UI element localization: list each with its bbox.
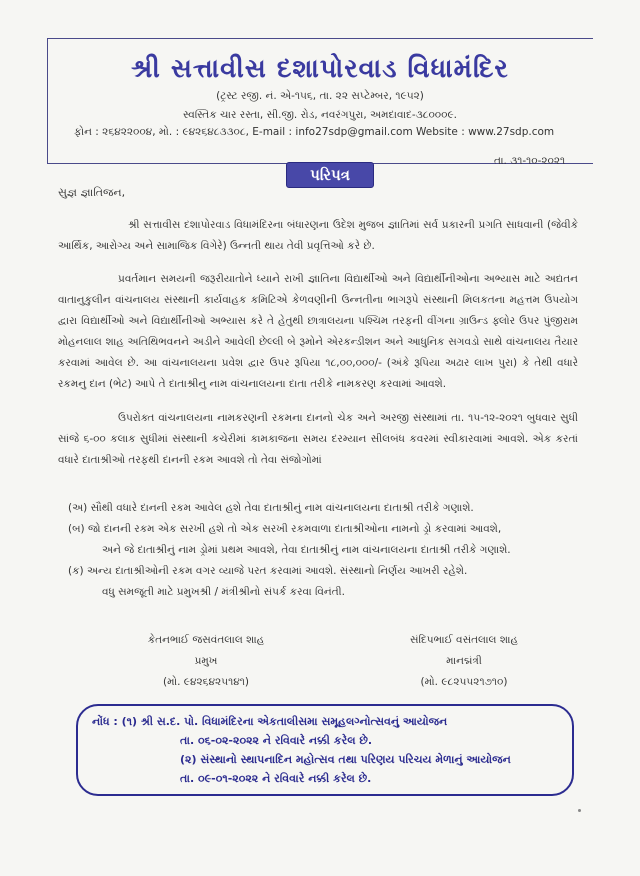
paragraph-3: ઉપરોક્ત વાંચનાલયના નામકરણની રકમના દાનનો ચેક અને અરજી સંસ્થામાં તા. ૧૫-૧૨-૨૦૨૧ બુધવાર સુધી સાંજે ૬-૦૦ કલાક સુધીમાં સંસ્થાની કચેરીમાં કામકાજના સમય દરમ્યાન સીલબંધ કવરમાં સ્વીકારવામાં આવશે. એક કરતાં વધારે દાતાશ્રીઓ તરફથી દાનની રકમ આવશે તો તેવા સંજોગોમાં [58, 412, 578, 466]
note-content [92, 712, 572, 788]
note-item-1 [92, 712, 572, 731]
rules-list [68, 498, 588, 603]
circular-date: તા. ૩૧-૧૦-૨૦૨૧ [494, 155, 566, 167]
rule-item: (ક) અન્ય દાતાશ્રીઓની રકમ વગર વ્યાજે પરત કરવામાં આવશે. સંસ્થાનો નિર્ણય આખરી રહેશે. [68, 565, 468, 577]
contact-line: ફોન : ૨૬૪૨૨૦૦૪, મો. : ૯૪૨૬૪૮૩૩૦૮, E-mail : info27sdp@gmail.com Website : www.27sdp.com [74, 126, 555, 138]
signatory-name: કેતનભાઈ જસવંતલાલ શાહ [147, 634, 265, 646]
signatory-role: માનદ્મંત્રી [446, 655, 482, 667]
rule-item-continued [68, 540, 588, 561]
contact-request-text: વધુ સમજૂતી માટે પ્રમુખશ્રી / મંત્રીશ્રીનો સંપર્ક કરવા વિનંતી. [102, 586, 346, 598]
school-name: શ્રી સત્તાવીસ દશાપોરવાડ વિધામંદિર [131, 54, 509, 84]
note-item-2-line-2: તા. ૦૯-૦૧-૨૦૨૨ ને રવિવારે નક્કી કરેલ છે. [180, 772, 372, 785]
address-line: સ્વસ્તિક ચાર રસ્તા, સી.જી. રોડ, નવરંગપુરા, અમદાવાદ-૩૮૦૦૦૯. [183, 109, 457, 121]
rule-item: (બ) જો દાનની રકમ એક સરખી હશે તો એક સરખી રકમવાળા દાતાશ્રીઓના નામનો ડ્રો કરવામાં આવશે, [68, 523, 502, 535]
scan-speck [578, 809, 581, 812]
signatory-role: પ્રમુખ [194, 655, 218, 667]
note-item-1-line-2: તા. ૦૬-૦૨-૨૦૨૨ ને રવિવારે નક્કી કરેલ છે. [180, 734, 373, 747]
rule-item-continued [68, 582, 588, 603]
signatory-mobile: (મો. ૯૮૨૫૫૨૧૭૧૦) [420, 676, 508, 688]
rule-continuation-text: અને જે દાતાશ્રીનું નામ ડ્રોમાં પ્રથમ આવશે, તેવા દાતાશ્રીનું નામ વાંચનાલયના દાતાશ્રી તરીકે ગણાશે. [102, 544, 511, 556]
registration-line: (ટ્રસ્ટ રજી. નં. એ-૧૫૬, તા. ૨૨ સપ્ટેમ્બર, ૧૯૫૨) [216, 90, 424, 102]
note-item-2-line-1: (૨) સંસ્થાનો સ્થાપનાદિન મહોત્સવ તથા પરિણય પરિચય મેળાનું આયોજન [180, 753, 511, 766]
rule-item: (અ) સૌથી વધારે દાનની રકમ આવેલ હશે તેવા દાતાશ્રીનું નામ વાંચનાલયના દાતાશ્રી તરીકે ગણાશે. [68, 502, 474, 514]
paragraph-1: શ્રી સત્તાવીસ દશાપોરવાડ વિધામંદિરના બંધારણના ઉદેશ મુજબ જ્ઞાતિમાં સર્વ પ્રકારની પ્રગતિ સાધવાની (જેવીકે આર્થિક, આરોગ્ય અને સામાજિક વિગેરે) ઉન્નતી થાય તેવી પ્રવૃત્તિઓ કરે છે. [58, 219, 578, 252]
signatory-secretary [364, 630, 564, 693]
paragraph-2: પ્રવર્તમાન સમયની જરૂરીયાતોને ધ્યાને રાખી જ્ઞાતિના વિદ્યાર્થીઓ અને વિદ્યાર્થીનીઓના અભ્યાસ માટે અદ્યતન વાતાનુકુલીન વાંચનાલય સંસ્થાની કાર્યવાહક કમિટિએ કેળવણીની ઉન્નતીના ભાગરૂપે સંસ્થાની મિલકતના મહત્તમ ઉપયોગ દ્વારા વિદ્યાર્થીઓ અને વિદ્યાર્થીનીઓ અભ્યાસ કરે તે હેતુથી છાત્રાલયના પશ્ચિમ તરફની વીંગના ગ્રાઉન્ડ ફ્લોર ઉપર પુંજીરામ મોહનલાલ શાહ અતિથિભવનને અડીને આવેલી છેલ્લી બે રૂમોને એરકન્ડીશન અને આધુનિક સગવડો સાથે વાંચનાલય તૈયાર કરવામાં આવેલ છે. આ વાંચનાલયના પ્રવેશ દ્વાર ઉપર રૂપિયા ૧૮,૦૦,૦૦૦/- (અંકે રૂપિયા અઢાર લાખ પુરા) કે તેથી વધારે રકમનુ દાન (ભેટ) આપે તે દાતાશ્રીનુ નામ વાંચનાલયના દાતા તરીકે નામકરણ કરવામાં આવશે. [58, 273, 578, 390]
note-label: નોંધ : [92, 715, 118, 728]
note-item-1-line-1: (૧) શ્રી સ.દ. પો. વિધામંદિરના એકતાલીસમા સમૂહલગ્નોત્સવનું આયોજન [121, 715, 448, 728]
salutation: સુજ્ઞ જ્ઞાતિજન, [58, 186, 126, 199]
signatory-mobile: (મો. ૯૪૨૬૪૨૫૧૪૧) [162, 676, 250, 688]
signatory-name: સંદિપભાઈ વસંતલાલ શાહ [410, 634, 518, 646]
circular-title-badge: પરિપત્ર [286, 162, 374, 188]
signatory-president [106, 630, 306, 693]
